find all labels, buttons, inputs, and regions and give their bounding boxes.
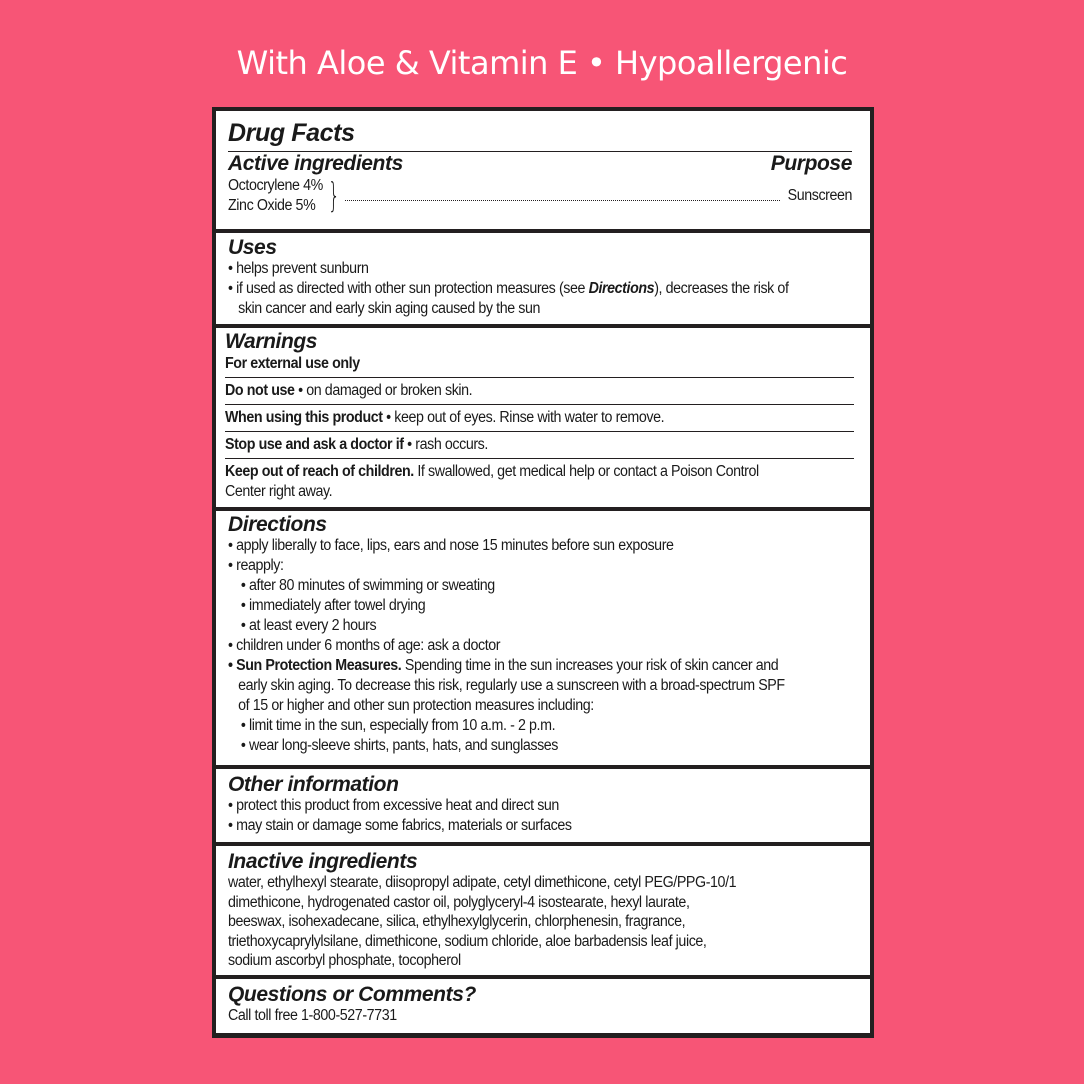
uses-item-2 [228, 279, 808, 299]
ingredient-names [228, 176, 331, 216]
external-use-only: For external use only [225, 355, 360, 372]
do-not-use-row [225, 377, 854, 401]
directions-line-8: • wear long-sleeve shirts, pants, hats, and sunglasses [240, 737, 559, 754]
when-using-row [225, 404, 854, 428]
drug-facts-panel [212, 107, 874, 1038]
other-information-line-1: • protect this product from excessive heat and direct sun [228, 797, 559, 814]
directions-heading: Directions [228, 513, 327, 536]
warnings-section [216, 328, 870, 507]
keep-out-text: If swallowed, get medical help or contact a Poison Control [413, 463, 759, 480]
ingredient-zinc-oxide: Zinc Oxide 5% [228, 197, 316, 214]
questions-section [216, 979, 870, 1033]
when-using-label: When using this product [225, 409, 383, 426]
purpose-value: Sunscreen [787, 187, 852, 204]
tagline: With Aloe & Vitamin E • Hypoallergenic [236, 44, 848, 82]
directions-line-1: • apply liberally to face, lips, ears and nose 15 minutes before sun exposure [228, 537, 674, 554]
keep-out-row [225, 458, 854, 502]
active-ingredients-heading: Active ingredients [228, 152, 403, 175]
directions-line-5: • at least every 2 hours [240, 617, 377, 634]
active-ingredients-section [216, 111, 870, 229]
brace-icon: } [328, 176, 340, 216]
other-information-section [216, 769, 870, 842]
sun-protection-measures [228, 656, 808, 676]
warnings-heading: Warnings [225, 330, 318, 353]
stop-use-row [225, 431, 854, 455]
keep-out-continued: Center right away. [225, 483, 333, 500]
uses-heading: Uses [228, 236, 277, 259]
uses-section [216, 233, 870, 324]
directions-section [216, 511, 870, 765]
directions-reference: Directions [588, 280, 655, 297]
ingredient-octocrylene: Octocrylene 4% [228, 177, 323, 194]
uses-item-2-continued: skin cancer and early skin aging caused by the sun [238, 300, 541, 317]
sun-protection-label: • Sun Protection Measures. [228, 657, 402, 674]
directions-line-7: • limit time in the sun, especially from 10 a.m. - 2 p.m. [240, 717, 556, 734]
directions-line-3: • after 80 minutes of swimming or sweating [240, 577, 495, 594]
inactive-line-4: triethoxycaprylylsilane, dimethicone, sodium chloride, aloe barbadensis leaf juice, [228, 932, 707, 950]
drug-facts-title: Drug Facts [228, 119, 355, 147]
directions-line-2: • reapply: [228, 557, 284, 574]
questions-heading: Questions or Comments? [228, 983, 476, 1006]
keep-out-label: Keep out of reach of children. [225, 463, 414, 480]
when-using-text: • keep out of eyes. Rinse with water to remove. [382, 409, 665, 426]
dotted-leader [345, 200, 780, 201]
other-information-heading: Other information [228, 773, 399, 796]
inactive-line-2: dimethicone, hydrogenated castor oil, polyglyceryl-4 isostearate, hexyl laurate, [228, 893, 690, 911]
inactive-line-3: beeswax, isohexadecane, silica, ethylhexylglycerin, chlorphenesin, fragrance, [228, 913, 686, 930]
sun-protection-continued-2: of 15 or higher and other sun protection measures including: [238, 697, 594, 714]
uses-item-2-pre: • if used as directed with other sun protection measures (see [228, 280, 589, 297]
purpose-heading: Purpose [770, 152, 852, 175]
inactive-ingredients-section [216, 846, 870, 975]
directions-line-6: • children under 6 months of age: ask a doctor [228, 637, 501, 654]
do-not-use-label: Do not use [225, 382, 295, 399]
uses-item-1: • helps prevent sunburn [228, 260, 369, 277]
stop-use-label: Stop use and ask a doctor if [225, 436, 404, 453]
uses-item-2-post: ), decreases the risk of [654, 280, 789, 297]
other-information-line-2: • may stain or damage some fabrics, materials or surfaces [228, 817, 572, 834]
sun-protection-text: Spending time in the sun increases your risk of skin cancer and [401, 657, 779, 674]
toll-free-number: Call toll free 1-800-527-7731 [228, 1007, 397, 1024]
inactive-line-5: sodium ascorbyl phosphate, tocopherol [228, 952, 461, 969]
sun-protection-continued-1: early skin aging. To decrease this risk, regularly use a sunscreen with a broad-spectrum SPF [238, 677, 785, 694]
ingredient-list [228, 175, 858, 215]
directions-line-4: • immediately after towel drying [240, 597, 426, 614]
active-ingredients-header [228, 153, 852, 175]
inactive-ingredients-heading: Inactive ingredients [228, 850, 418, 873]
inactive-line-1: water, ethylhexyl stearate, diisopropyl adipate, cetyl dimethicone, cetyl PEG/PPG-10/1 [228, 874, 737, 891]
stop-use-text: • rash occurs. [403, 436, 488, 453]
do-not-use-text: • on damaged or broken skin. [294, 382, 473, 399]
